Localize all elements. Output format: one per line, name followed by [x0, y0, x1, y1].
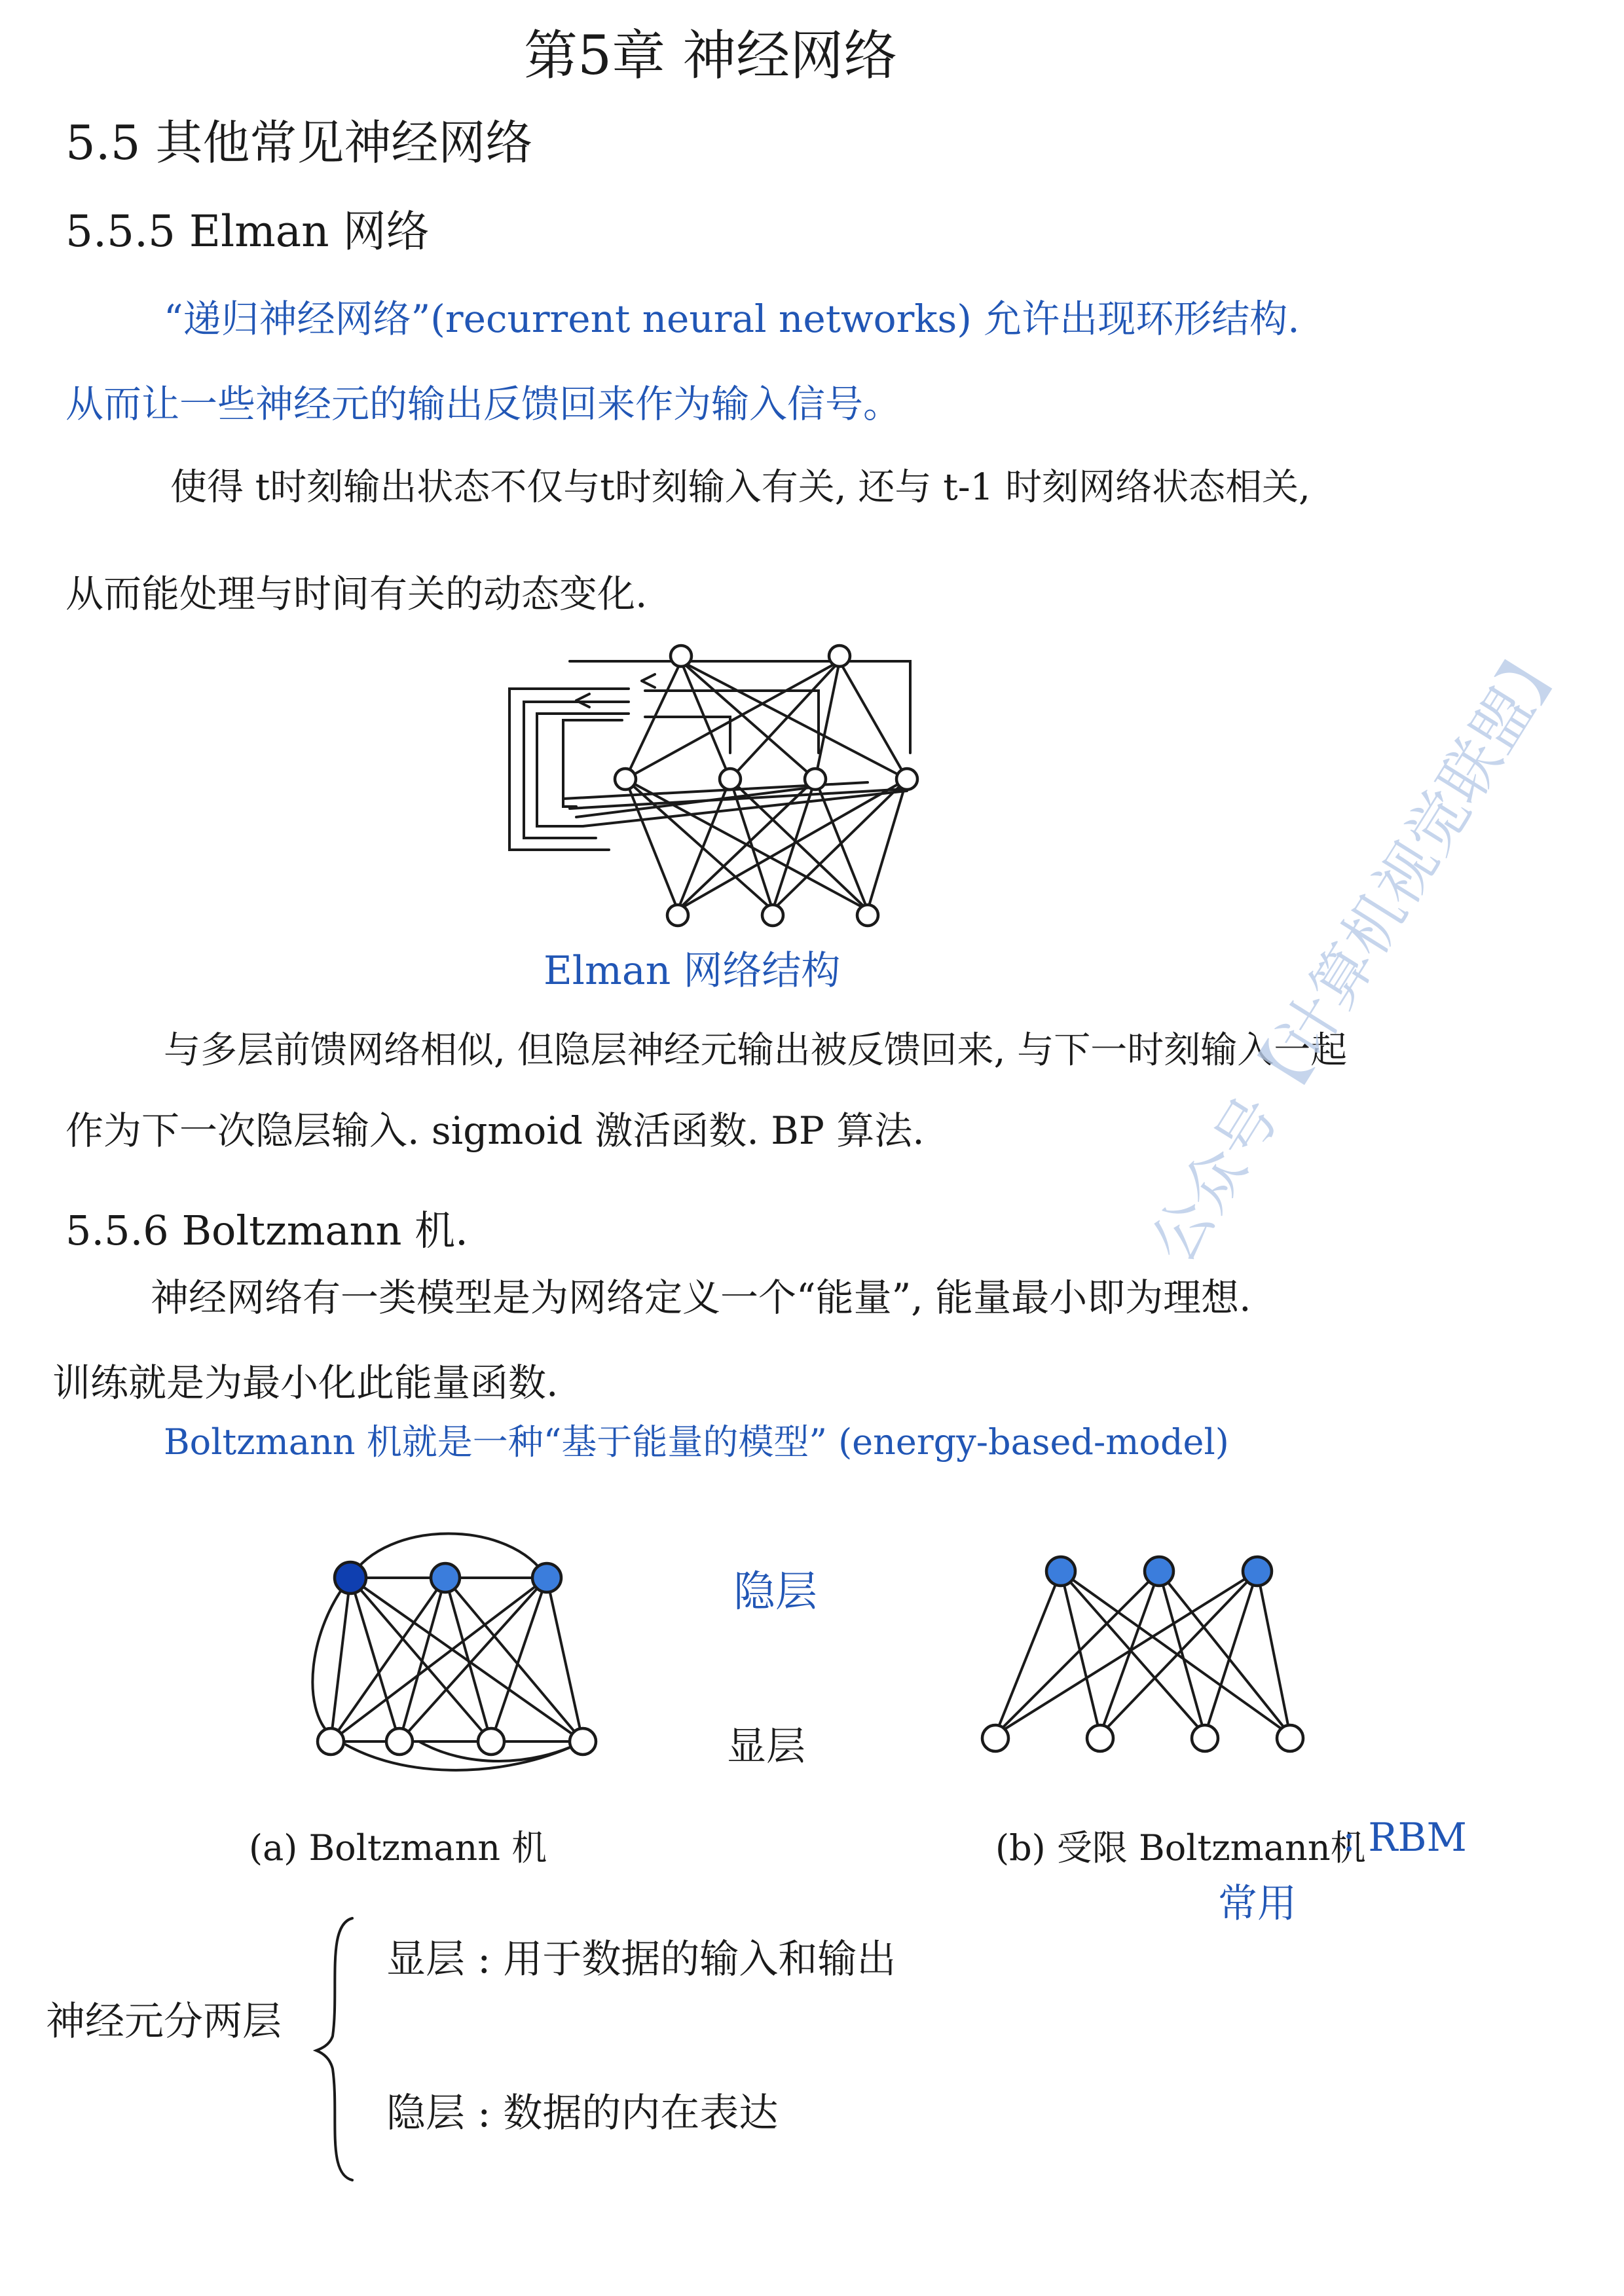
output-node [671, 646, 692, 666]
bm-links [331, 1578, 583, 1741]
brace-item-visible: 显层 : 用于数据的输入和输出 [386, 1937, 896, 1982]
boltzmann-machine-diagram [295, 1525, 609, 1787]
rbm-visible-node [982, 1725, 1008, 1751]
subsection-heading-boltzmann: 5.5.6 Boltzmann 机. [65, 1207, 468, 1254]
elman-nodes [615, 646, 917, 926]
boltzmann-note: Boltzmann 机就是一种“基于能量的模型” (energy-based-model) [164, 1421, 1229, 1463]
bm-hidden-node [335, 1562, 366, 1594]
elman-figure-caption: Elman 网络结构 [544, 948, 841, 994]
boltzmann-paragraph-line2: 训练就是为最小化此能量函数. [52, 1360, 559, 1405]
boltzmann-paragraph-line1: 神经网络有一类模型是为网络定义一个“能量”, 能量最小即为理想. [151, 1275, 1251, 1320]
caption-rbm-note: 常用 [1218, 1881, 1297, 1927]
hidden-node [615, 769, 636, 790]
output-node [829, 646, 850, 666]
rbm-hidden-node [1046, 1557, 1075, 1586]
curly-brace [313, 1912, 365, 2187]
rbm-visible-node [1087, 1725, 1113, 1751]
rbm-hidden-node [1145, 1557, 1173, 1586]
elman-paragraph1-line1: 使得 t时刻输出状态不仅与t时刻输入有关, 还与 t-1 时刻网络状态相关, [170, 466, 1310, 509]
output-hidden-links [625, 661, 907, 779]
chapter-title: 第5章 神经网络 [524, 25, 898, 87]
elman-note-line1: “递归神经网络”(recurrent neural networks) 允许出现环形结构. [164, 297, 1300, 341]
feedback-loops [509, 661, 910, 850]
bm-visible-node [318, 1728, 344, 1755]
bm-hidden-node [532, 1563, 561, 1592]
rbm-diagram [969, 1545, 1323, 1781]
elman-paragraph2-line1: 与多层前馈网络相似, 但隐层神经元输出被反馈回来, 与下一时刻输入一起 [164, 1029, 1348, 1072]
brace-title: 神经元分两层 [46, 1999, 282, 2045]
section-heading: 5.5 其他常见神经网络 [65, 115, 533, 170]
elman-paragraph2-line2: 作为下一次隐层输入. sigmoid 激活函数. BP 算法. [65, 1108, 925, 1153]
input-node [762, 905, 783, 926]
rbm-visible-node [1192, 1725, 1218, 1751]
caption-rbm: (b) 受限 Boltzmann机 [995, 1827, 1366, 1868]
rbm-visible-node [1277, 1725, 1303, 1751]
caption-boltzmann-machine: (a) Boltzmann 机 [249, 1827, 547, 1868]
rbm-links [995, 1571, 1290, 1735]
rbm-hidden-node [1243, 1557, 1272, 1586]
bm-visible-node [478, 1728, 504, 1755]
bm-visible-node [570, 1728, 596, 1755]
hidden-input-links [563, 779, 907, 910]
hidden-node [805, 769, 826, 790]
brace-item-hidden: 隐层 : 数据的内在表达 [386, 2090, 779, 2136]
elman-note-line2: 从而让一些神经元的输出反馈回来作为输入信号。 [65, 382, 902, 426]
input-node [857, 905, 878, 926]
hidden-node [720, 769, 741, 790]
bm-hidden-node [431, 1563, 460, 1592]
input-node [667, 905, 688, 926]
hidden-node [896, 769, 917, 790]
watermark: 公众号【计算机视觉联盟】 [1137, 625, 1580, 1275]
caption-rbm-acronym: : RBM [1342, 1815, 1467, 1861]
subsection-heading-elman: 5.5.5 Elman 网络 [65, 206, 430, 257]
bm-visible-node [386, 1728, 413, 1755]
elman-network-diagram [498, 642, 956, 936]
visible-layer-label: 显层 [727, 1724, 805, 1770]
elman-paragraph1-line2: 从而能处理与时间有关的动态变化. [65, 572, 648, 616]
hidden-layer-label: 隐层 [733, 1568, 817, 1616]
